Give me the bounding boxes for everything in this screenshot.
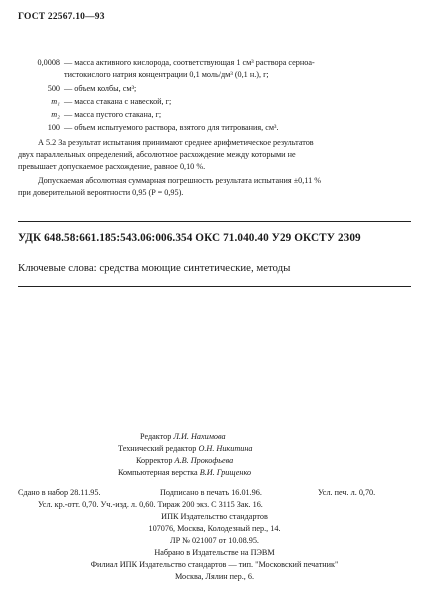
imprint-license: ЛР № 021007 от 10.08.95.: [170, 536, 259, 545]
definition-row: [18, 97, 171, 106]
divider-top: [18, 221, 411, 222]
credit-corrector: Корректор А.В. Прокофьева: [136, 456, 234, 465]
definition-text: — масса стакана с навеской, г;: [64, 97, 172, 106]
imprint-details: Усл. кр.-отт. 0,70. Уч.-изд. л. 0,60. Тираж 200 экз. С 3115 Зак. 16.: [38, 500, 263, 509]
definition-row: [18, 123, 279, 132]
divider-bottom: [18, 286, 411, 287]
definition-symbol: m₁: [51, 97, 60, 106]
credit-tech-editor: Технический редактор О.Н. Никитина: [118, 444, 253, 453]
imprint-submitted: Сдано в набор 28.11.95.: [18, 488, 101, 497]
paragraph-a52-line: превышает допускаемое расхождение, равное 0,10 %.: [18, 162, 206, 171]
definition-text: — объем испытуемого раствора, взятого для титрования, см³.: [64, 123, 279, 132]
credit-layout: Компьютерная верстка В.И. Грищенко: [118, 468, 252, 477]
definition-text: — масса пустого стакана, г;: [64, 110, 162, 119]
imprint-branch: Филиал ИПК Издательство стандартов — тип. "Московский печатник": [90, 560, 339, 569]
paragraph-tolerance-line: Допускаемая абсолютная суммарная погрешность результата испытания ±0,11 %: [38, 176, 322, 185]
definition-text: — объем колбы, см³;: [64, 84, 137, 93]
paragraph-tolerance-line: при доверительной вероятности 0,95 (P = 0,95).: [18, 188, 184, 197]
imprint-print-sheets: Усл. печ. л. 0,70.: [318, 488, 376, 497]
classification-line: УДК 648.58:661.185:543.06:006.354 ОКС 71.040.40 У29 ОКСТУ 2309: [18, 232, 361, 244]
definition-symbol: 0,0008: [37, 58, 60, 67]
imprint-branch-address: Москва, Лялин пер., 6.: [174, 572, 255, 581]
definition-text-continuation: тистокислого натрия концентрации 0,1 моль/дм³ (0,1 н.), г;: [64, 70, 269, 79]
definition-symbol: 500: [47, 84, 60, 93]
definition-row: [18, 58, 315, 67]
imprint-signed: Подписано в печать 16.01.96.: [160, 488, 262, 497]
page-header-code: ГОСТ 22567.10—93: [18, 12, 105, 22]
imprint-address: 107076, Москва, Колодезный пер., 14.: [148, 524, 281, 533]
definition-row: [18, 110, 161, 119]
keywords-line: Ключевые слова: средства моющие синтетические, методы: [18, 262, 291, 274]
definition-symbol: m₂: [51, 110, 60, 119]
credit-editor: Редактор Л.И. Нахимова: [140, 432, 226, 441]
definition-row: [18, 84, 136, 93]
definition-symbol: 100: [47, 123, 60, 132]
imprint-publisher: ИПК Издательство стандартов: [161, 512, 268, 521]
paragraph-a52-line: двух параллельных определений, абсолютное расхождение между которыми не: [18, 150, 296, 159]
paragraph-a52-line: А 5.2 За результат испытания принимают среднее арифметическое результатов: [38, 138, 314, 147]
imprint-typeset: Набрано в Издательстве на ПЭВМ: [154, 548, 275, 557]
definition-text: — масса активного кислорода, соответствующая 1 см³ раствора серноа-: [64, 58, 315, 67]
